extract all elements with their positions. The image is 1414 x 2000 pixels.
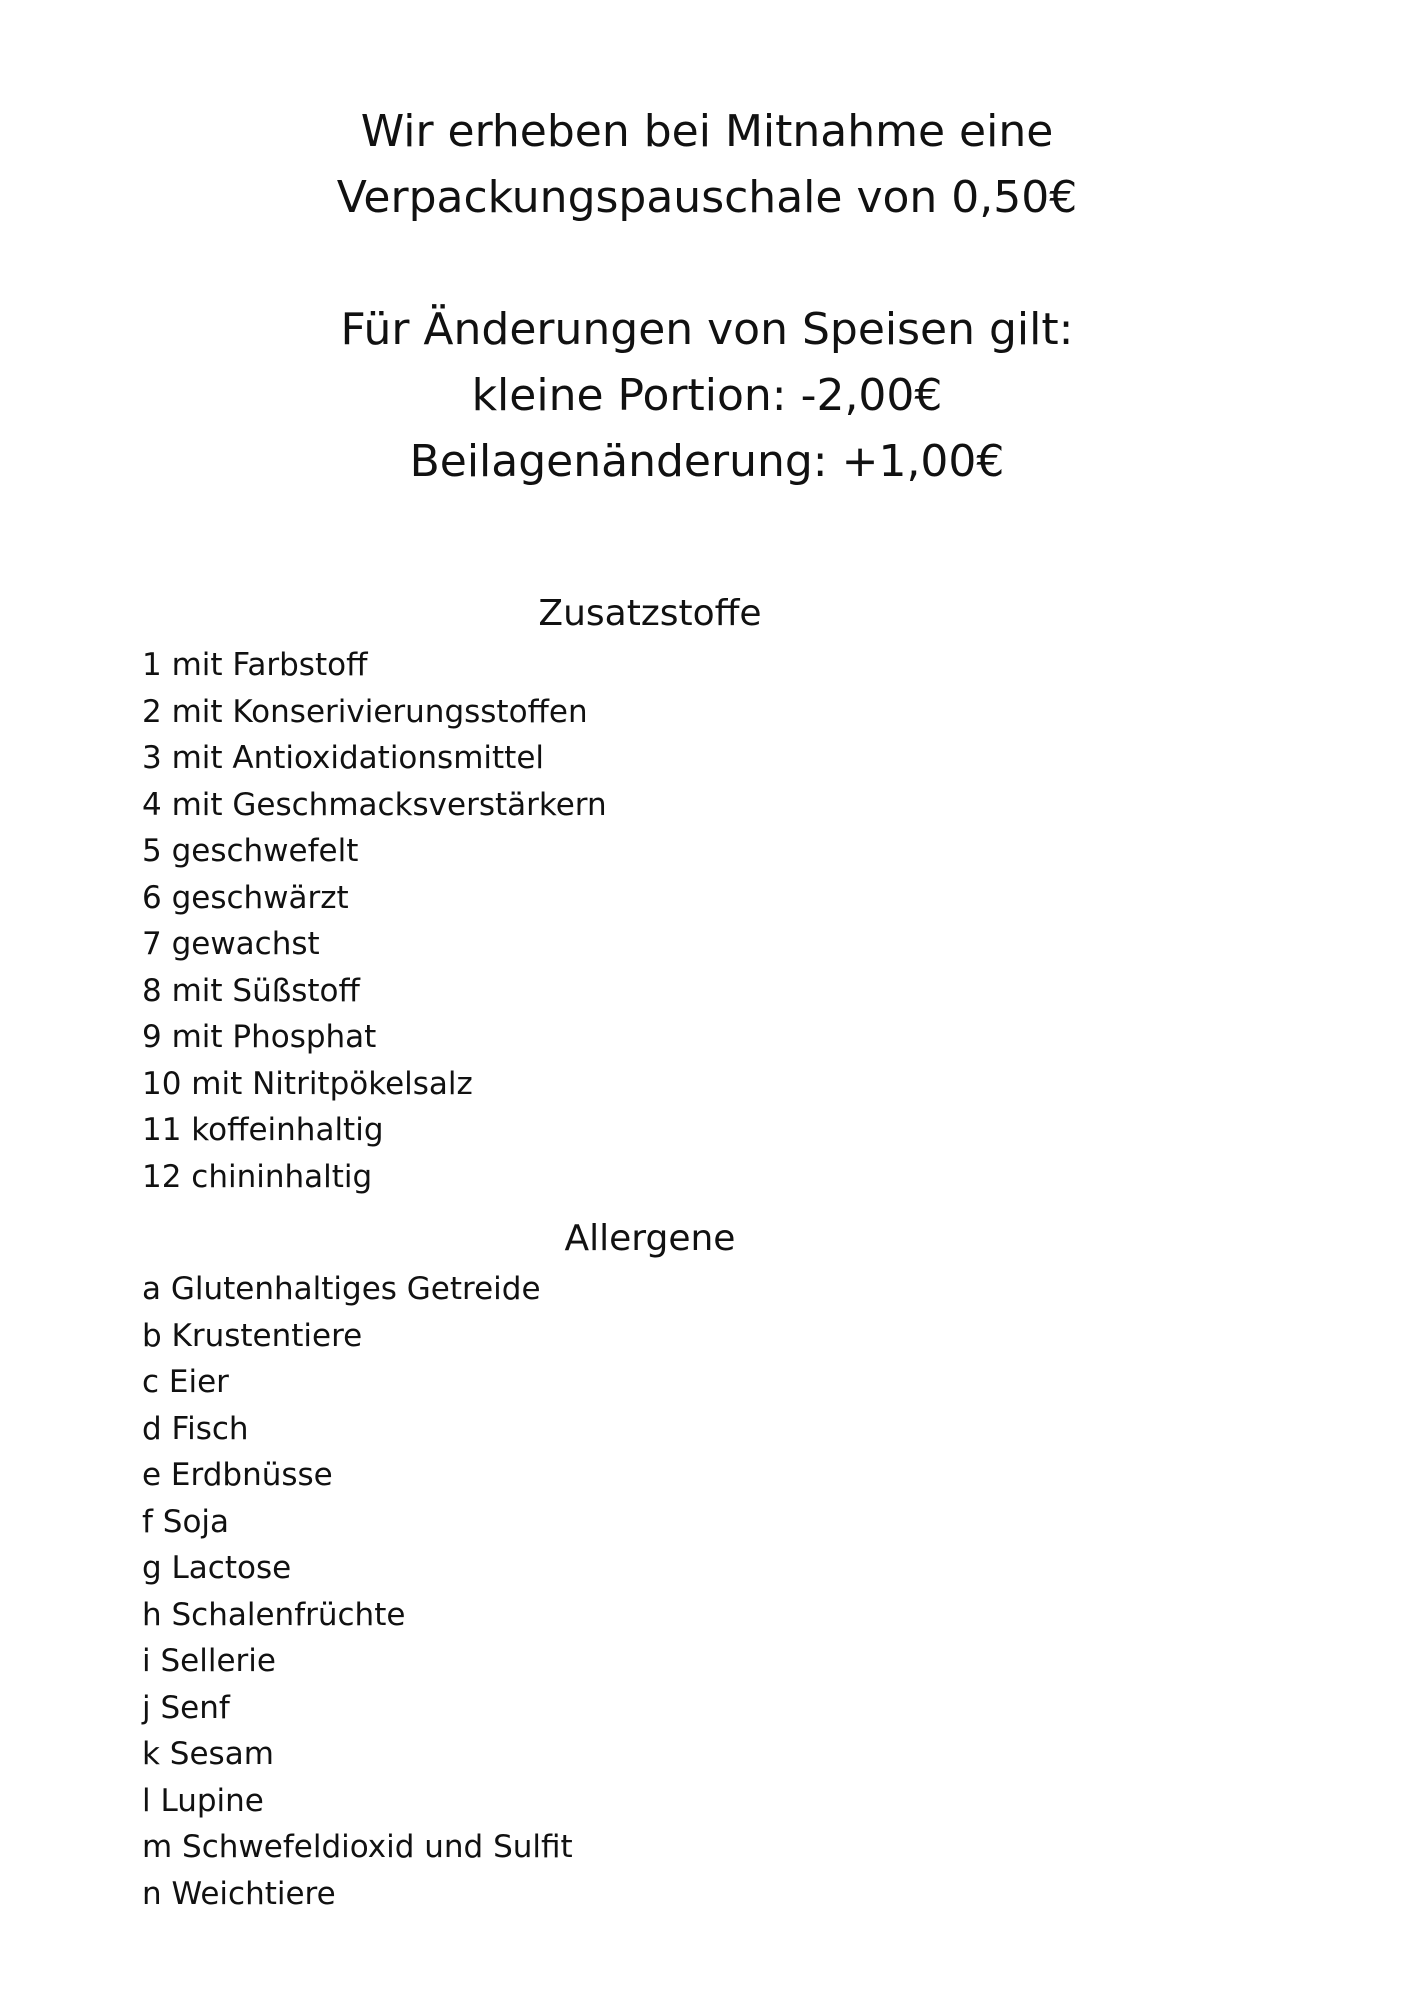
allergen-item: k Sesam (142, 1736, 274, 1772)
allergens-list (142, 1266, 573, 1917)
additive-item: 9 mit Phosphat (142, 1019, 377, 1055)
additive-item: 11 koffeinhaltig (142, 1112, 384, 1148)
additive-item: 1 mit Farbstoff (142, 647, 368, 683)
allergens-heading: Allergene (564, 1218, 736, 1259)
changes-notice-line: Beilagenänderung: +1,00€ (409, 436, 1005, 487)
additive-item: 3 mit Antioxidationsmittel (142, 740, 545, 776)
allergen-item: c Eier (142, 1364, 229, 1400)
additives-heading: Zusatzstoffe (538, 593, 762, 634)
changes-notice-line: Für Änderungen von Speisen gilt: (340, 304, 1074, 355)
allergen-item: n Weichtiere (142, 1875, 336, 1912)
allergen-item: j Senf (142, 1689, 230, 1726)
allergen-item: i Sellerie (142, 1643, 276, 1679)
additive-item: 4 mit Geschmacksverstärkern (142, 786, 607, 823)
additive-item: 12 chininhaltig (142, 1158, 373, 1195)
allergen-item: h Schalenfrüchte (142, 1596, 406, 1633)
packaging-fee-notice (0, 99, 1414, 231)
allergen-item: g Lactose (142, 1550, 292, 1586)
additive-item: 7 gewachst (142, 926, 320, 962)
allergen-item: f Soja (142, 1503, 230, 1540)
allergen-item: d Fisch (142, 1410, 249, 1447)
allergen-item: b Krustentiere (142, 1317, 363, 1354)
packaging-notice-line: Verpackungspauschale von 0,50€ (336, 172, 1078, 223)
additive-item: 5 geschwefelt (142, 833, 359, 869)
changes-notice-line: kleine Portion: -2,00€ (471, 370, 943, 421)
allergen-item: a Glutenhaltiges Getreide (142, 1271, 541, 1307)
additive-item: 2 mit Konserivierungsstoffen (142, 693, 588, 730)
additive-item: 10 mit Nitritpökelsalz (142, 1065, 473, 1102)
additive-item: 8 mit Süßstoff (142, 972, 360, 1009)
allergen-item: m Schwefeldioxid und Sulfit (142, 1829, 573, 1865)
allergen-item: e Erdbnüsse (142, 1457, 333, 1493)
packaging-notice-line: Wir erheben bei Mitnahme eine (360, 106, 1054, 157)
additives-list (142, 642, 607, 1200)
additive-item: 6 geschwärzt (142, 879, 349, 916)
dish-changes-notice (0, 297, 1414, 495)
allergen-item: l Lupine (142, 1782, 264, 1819)
